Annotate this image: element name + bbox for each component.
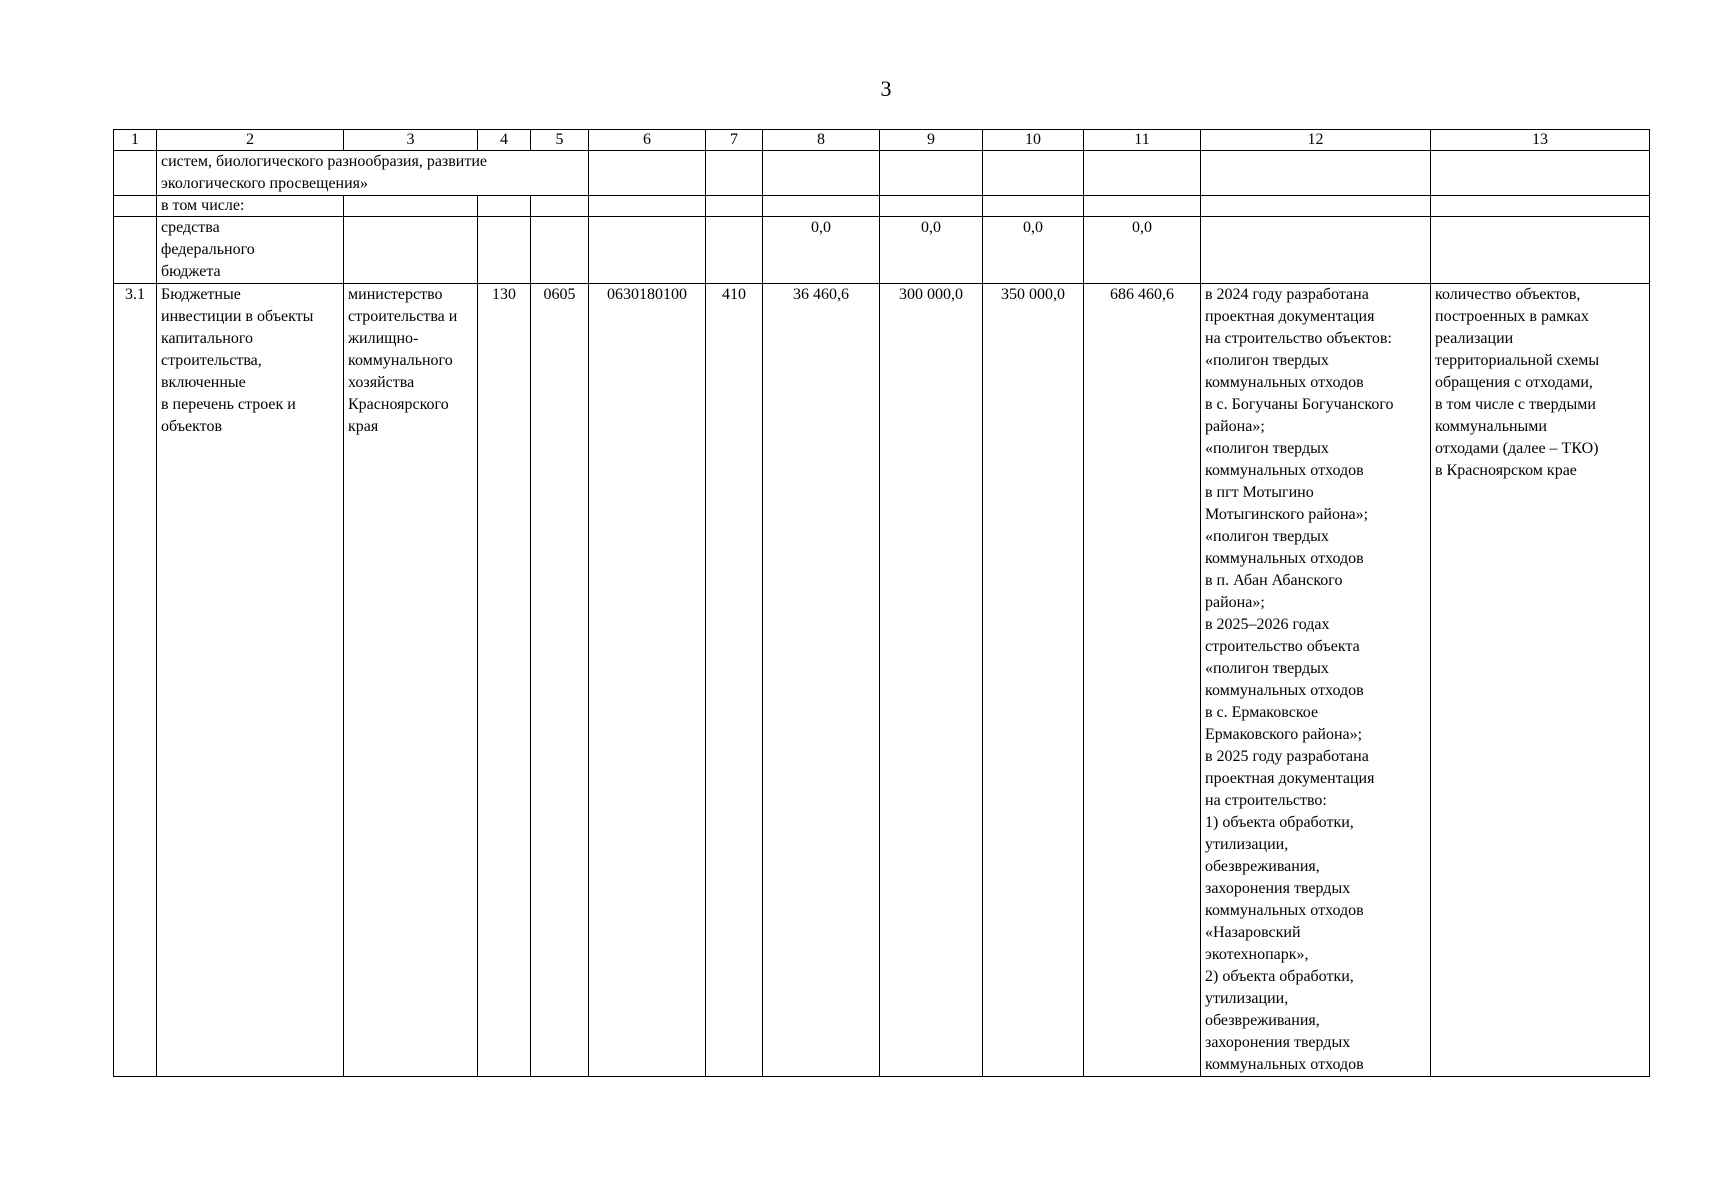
federal-amount-col8: 0,0	[763, 217, 880, 284]
column-header: 4	[478, 130, 531, 151]
column-header: 11	[1084, 130, 1201, 151]
column-header: 12	[1201, 130, 1431, 151]
column-header: 1	[114, 130, 157, 151]
subprogram-title-continuation: систем, биологического разнообразия, развитие экологического просвещения»	[157, 151, 589, 196]
federal-amount-col11: 0,0	[1084, 217, 1201, 284]
budget-table	[113, 129, 1650, 1077]
column-header: 9	[880, 130, 983, 151]
page-number: 3	[880, 76, 892, 101]
item-name: Бюджетные инвестиции в объекты капитального строительства, включенные в перечень строек и объектов	[157, 284, 344, 1077]
federal-budget-row	[114, 217, 1650, 284]
item-grbs-code: 130	[478, 284, 531, 1077]
including-label: в том числе:	[157, 196, 344, 217]
column-header: 3	[344, 130, 478, 151]
column-header: 13	[1431, 130, 1650, 151]
item-executor: министерство строительства и жилищно- коммунального хозяйства Красноярского края	[344, 284, 478, 1077]
including-row	[114, 196, 1650, 217]
federal-amount-col10: 0,0	[983, 217, 1084, 284]
item-csr-code: 0630180100	[589, 284, 706, 1077]
item-expected-result: в 2024 году разработана проектная документация на строительство объектов: «полигон твердых коммунальных отходов в с. Богучаны Богучанского района»; «полигон твердых коммунальных отходов в пгт Мотыгино Мотыгинского района»; «полигон твердых коммунальных отходов в п. Абан Абанского района»; в 2025–2026 годах строительство объекта «полигон твердых коммунальных отходов в с. Ермаковское Ермаковского района»; в 2025 году разработана проектная документация на строительство: 1) объекта обработки, утилизации, обезвреживания, захоронения твердых коммунальных отходов «Назаровский экотехнопарк», 2) объекта обработки, утилизации, обезвреживания, захоронения твердых коммунальных отходов	[1201, 284, 1431, 1077]
column-header: 2	[157, 130, 344, 151]
column-number-row	[114, 130, 1650, 151]
subtitle-row	[114, 151, 1650, 196]
item-vr-code: 410	[706, 284, 763, 1077]
item-amount-col8: 36 460,6	[763, 284, 880, 1077]
item-indicator: количество объектов, построенных в рамках реализации территориальной схемы обращения с отходами, в том числе с твердыми коммунальными отходами (далее – ТКО) в Красноярском крае	[1431, 284, 1650, 1077]
item-number: 3.1	[114, 284, 157, 1077]
item-row-3-1	[114, 284, 1650, 1077]
column-header: 7	[706, 130, 763, 151]
column-header: 8	[763, 130, 880, 151]
item-amount-col10: 350 000,0	[983, 284, 1084, 1077]
column-header: 6	[589, 130, 706, 151]
item-rzpr-code: 0605	[531, 284, 589, 1077]
item-amount-col11: 686 460,6	[1084, 284, 1201, 1077]
item-amount-col9: 300 000,0	[880, 284, 983, 1077]
column-header: 5	[531, 130, 589, 151]
federal-amount-col9: 0,0	[880, 217, 983, 284]
column-header: 10	[983, 130, 1084, 151]
federal-budget-label: средства федерального бюджета	[157, 217, 344, 284]
